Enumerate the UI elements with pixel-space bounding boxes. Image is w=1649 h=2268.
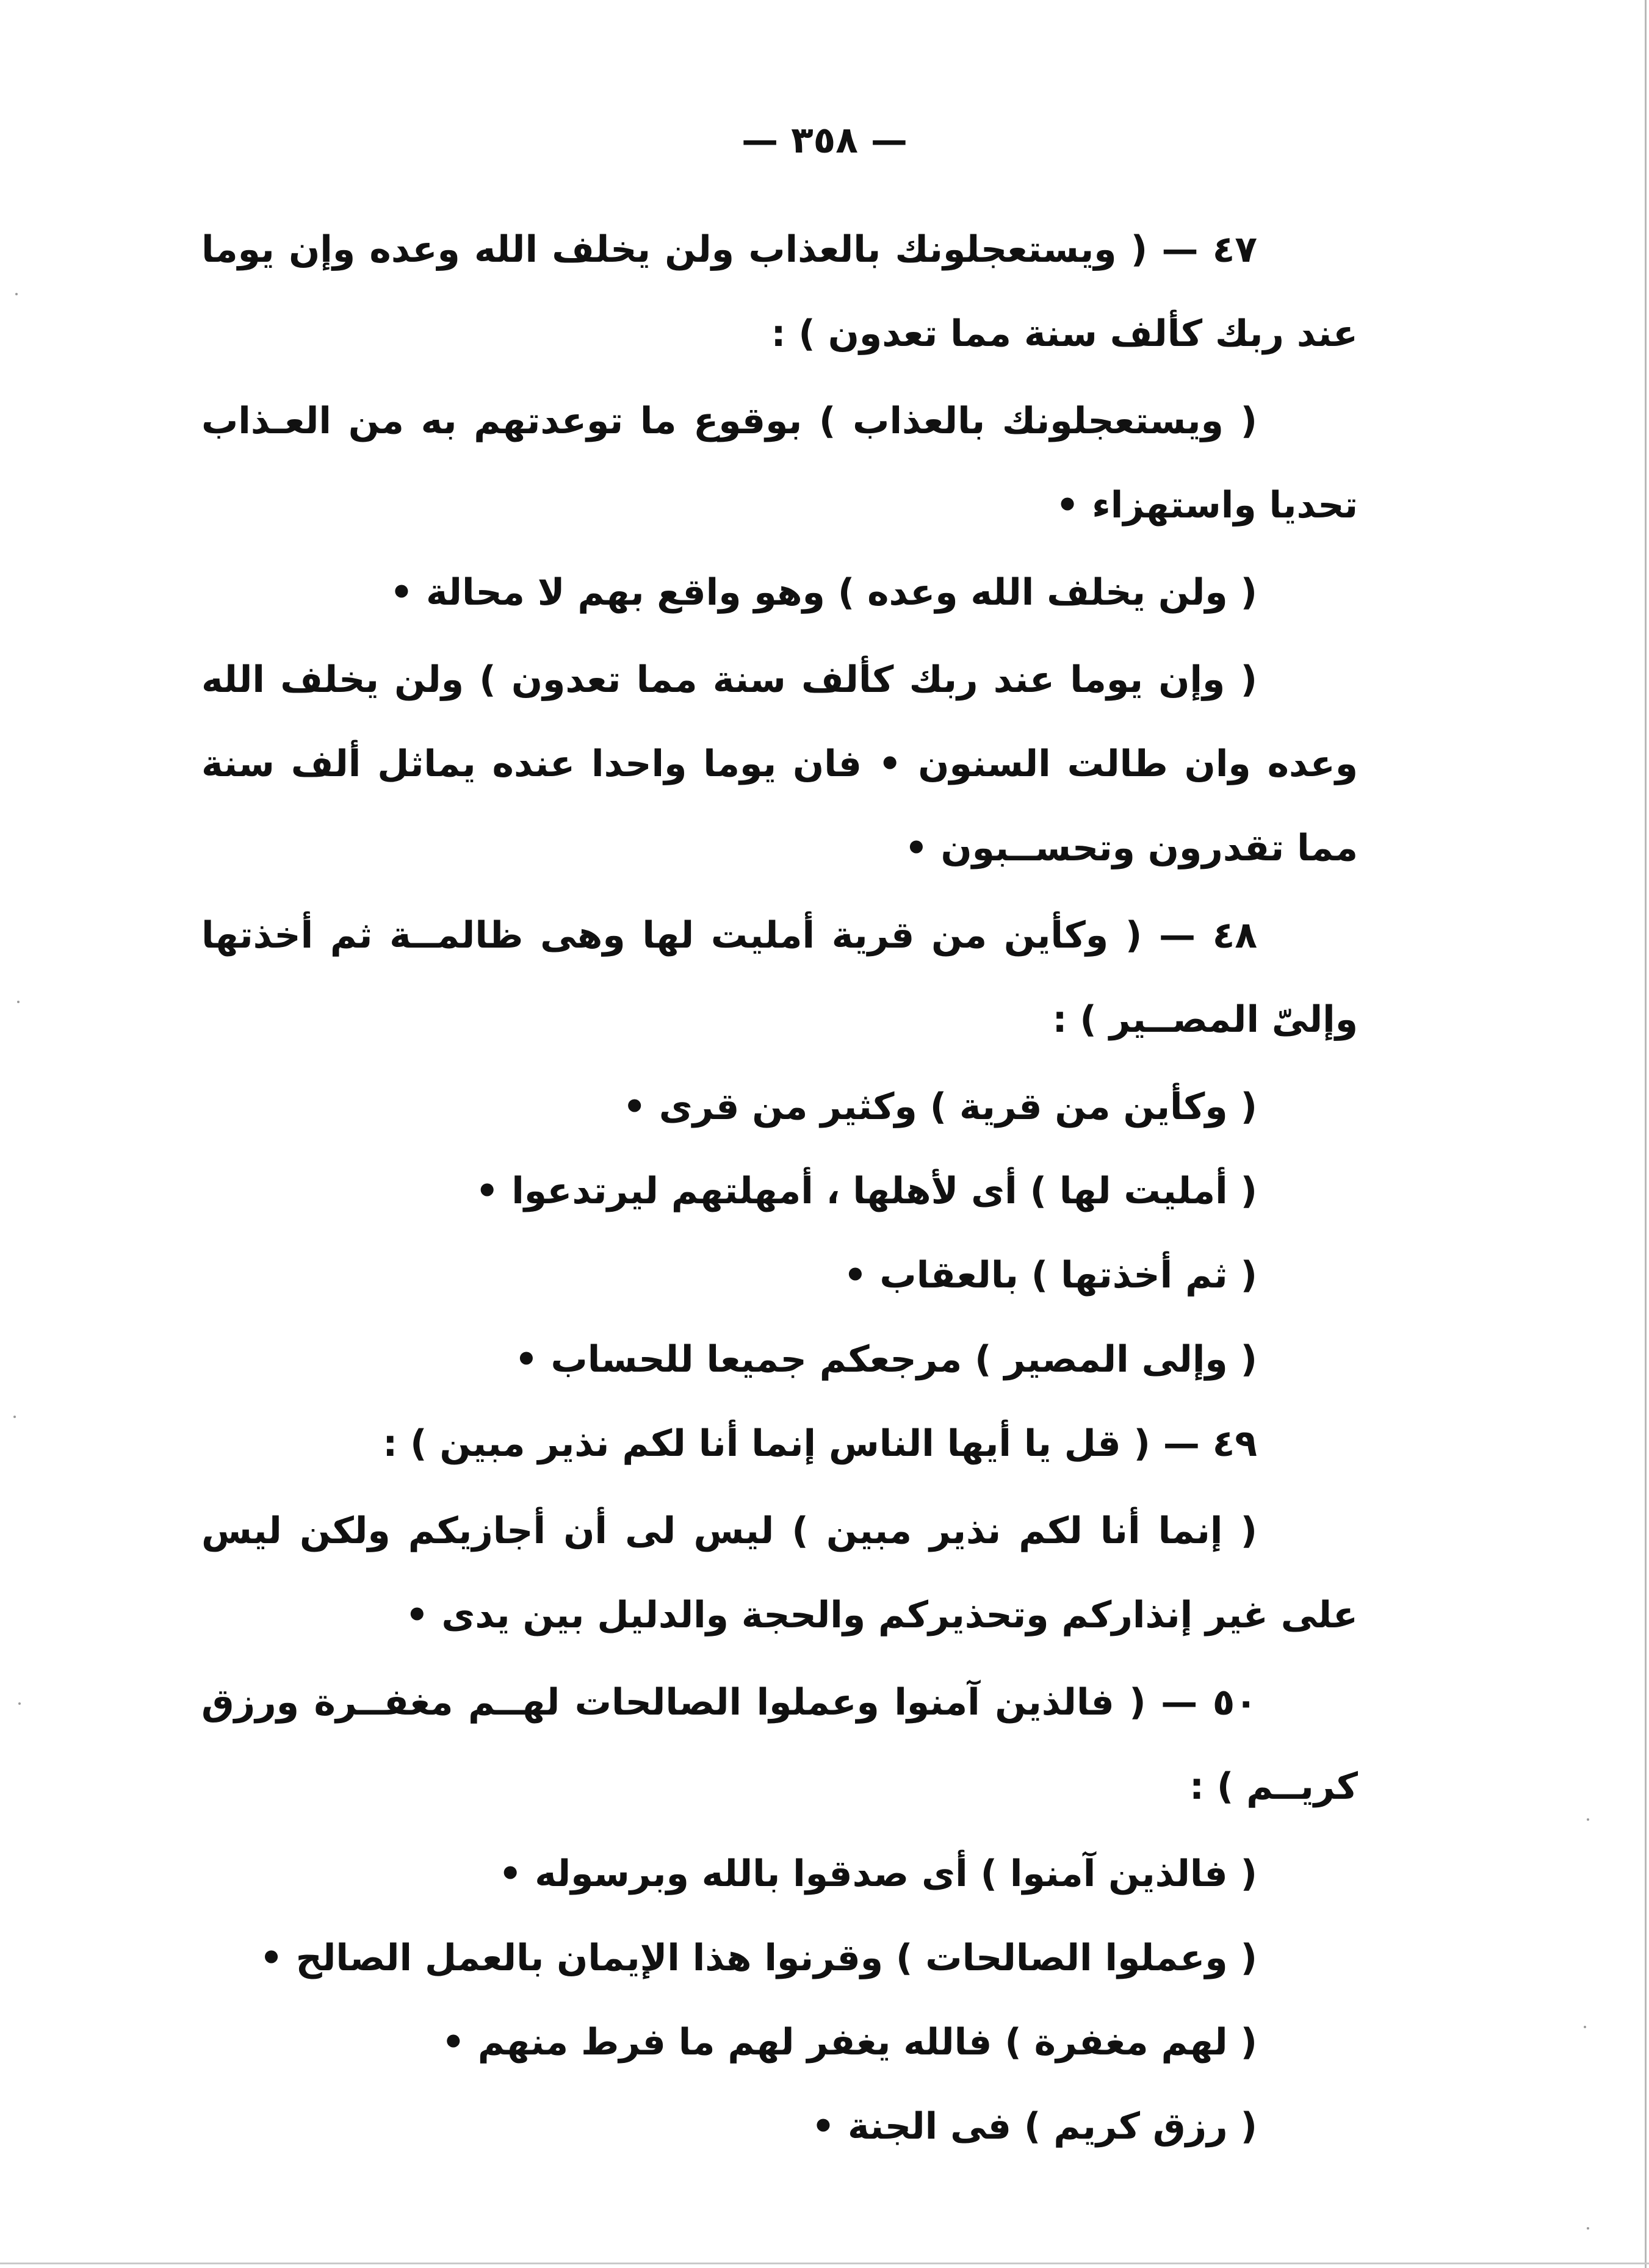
paragraph-commentary: ( ولن يخلف الله وعده ) وهو واقع بهم لا محالة • <box>389 571 1257 614</box>
page-edge-line <box>1645 0 1647 2268</box>
paragraph-commentary: ( إنما أنا لكم نذير مبين ) ليس لى أن أجازيكم ولكن ليس على غير إنذاركم وتحذيركم والحجة والدليل بين يدى • <box>201 1510 1358 1636</box>
paragraph-commentary: ( لهم مغفرة ) فالله يغفر لهم ما فرط منهم • <box>441 2021 1257 2064</box>
paragraph-commentary: ( ويستعجلونك بالعذاب ) بوقوع ما توعدتهم به من العـذاب تحديا واستهزاء • <box>201 400 1358 527</box>
paragraph-commentary: ( ثم أخذتها ) بالعقاب • <box>843 1254 1257 1297</box>
scan-speck <box>15 293 18 295</box>
paragraph-verse-48: ٤٨ — ( وكأين من قرية أمليت لها وهى ظالمــة ثم أخذتها وإلىّ المصــير ) : <box>201 914 1358 1041</box>
paragraph-commentary: ( أمليت لها ) أى لأهلها ، أمهلتهم ليرتدعوا • <box>475 1170 1257 1212</box>
scan-speck <box>17 1001 20 1003</box>
paragraph-verse-47: ٤٧ — ( ويستعجلونك بالعذاب ولن يخلف الله وعده وإن يوما عند ربك كألف سنة مما تعدون ) : <box>201 228 1358 355</box>
paragraph-commentary: ( فالذين آمنوا ) أى صدقوا بالله وبرسوله • <box>498 1852 1257 1895</box>
page-body <box>201 207 1358 2169</box>
scan-speck <box>1584 2026 1586 2028</box>
paragraph-verse-49: ٤٩ — ( قل يا أيها الناس إنما أنا لكم نذير مبين ) : <box>383 1422 1257 1465</box>
paragraph-commentary: ( وكأين من قرية ) وكثير من قرى • <box>622 1085 1257 1128</box>
paragraph-verse-50: ٥٠ — ( فالذين آمنوا وعملوا الصالحات لهــم مغفــرة ورزق كريــم ) : <box>201 1681 1358 1808</box>
paragraph-commentary: ( رزق كريم ) فى الجنة • <box>811 2105 1257 2148</box>
paragraph-commentary: ( وإلى المصير ) مرجعكم جميعا للحساب • <box>514 1338 1257 1381</box>
scan-speck <box>18 1702 21 1705</box>
paragraph-commentary: ( وعملوا الصالحات ) وقرنوا هذا الإيمان بالعمل الصالح • <box>259 1937 1257 1979</box>
scan-speck <box>13 1416 16 1418</box>
scan-speck <box>1587 2227 1589 2230</box>
scan-speck <box>1587 1818 1589 1821</box>
page-number: — ٣٥٨ — <box>742 119 907 162</box>
paragraph-commentary: ( وإن يوما عند ربك كألف سنة مما تعدون ) ولن يخلف الله وعده وان طالت السنون • فان يوما واحدا عنده يماثل ألف سنة مما تقدرون وتحســبون • <box>201 658 1358 869</box>
page-bottom-line <box>0 2263 1649 2264</box>
